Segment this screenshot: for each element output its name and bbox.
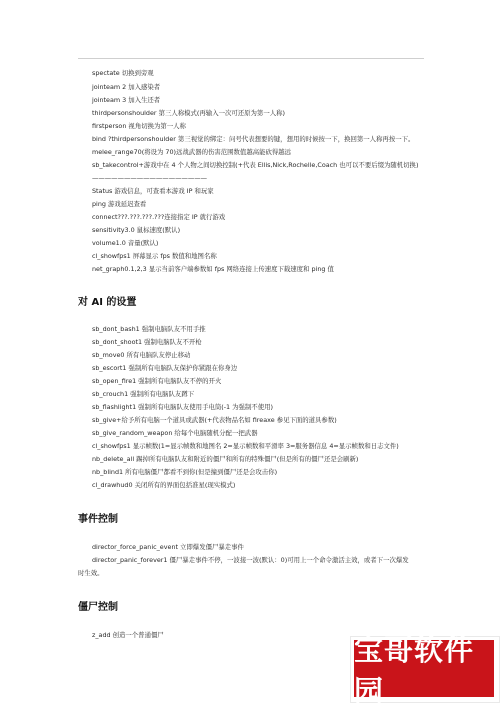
cmd-line: connect???.???.???.???连接指定 IP 就行游戏 (92, 213, 226, 221)
cmd-line: sb_move0 所有电脑队友停止移动 (92, 351, 191, 359)
cmd-line: sb_crouch1 强制所有电脑队友蹲下 (92, 390, 195, 398)
cmd-line-continued: 时生效。 (78, 569, 104, 577)
cmd-line: z_add 创造一个普通僵尸 (92, 631, 164, 639)
section-heading-event: 事件控制 (78, 514, 118, 525)
cmd-line: sb_dont_shoot1 强制电脑队友不开枪 (92, 338, 202, 346)
cmd-line: sb_give_random_weapon 给每个电脑随机分配一把武器 (92, 429, 258, 437)
cmd-line: sb_open_fire1 强制所有电脑队友不停的开火 (92, 377, 222, 385)
top-rule (78, 58, 424, 59)
cmd-line: jointeam 3 加入生还者 (92, 96, 161, 104)
cmd-line: cl_drawhud0 关闭所有的界面包括准星(现实模式) (92, 481, 236, 489)
cmd-line: volume1.0 音量(默认) (92, 239, 159, 247)
section-heading-zombie: 僵尸控制 (78, 602, 118, 613)
cmd-line: sb_flashlight1 强制所有电脑队友使用手电筒(-1 为强制不使用) (92, 403, 273, 411)
cmd-line: sb_takecontrol+游戏中在 4 个人物之间切换控制(+代表 Ellis,Nick,Rochelle,Coach 也可以不要后缀为随机切换) (92, 161, 419, 169)
cmd-line: director_force_panic_event 立即爆发僵尸暴走事件 (92, 543, 244, 551)
cmd-line: firstperson 视角切换为第一人称 (92, 122, 186, 130)
cmd-line: cl_showfps1 显示帧数(1=显示帧数和地图名 2=显示帧数和平滑率 3=服务器信息 4=显示帧数和日志文件) (92, 442, 399, 450)
cmd-line: ping 游戏延迟查看 (92, 200, 147, 208)
cmd-line: sb_give+给予所有电脑一个道具或武器(+代表物品名如 fireaxe 参见下面的道具参数) (92, 416, 337, 424)
cmd-line: jointeam 2 加入感染者 (92, 83, 161, 91)
watermark-logo: 宝哥软件园 (354, 640, 494, 697)
cmd-line: sb_escort1 强制所有电脑队友保护你紧跟在你身边 (92, 364, 238, 372)
cmd-line: nb_blind1 所有电脑僵尸都看不到你(但是撞到僵尸还是会攻击你) (92, 468, 278, 476)
cmd-line: Status 游戏信息，可查看本游戏 IP 和玩家 (92, 187, 214, 195)
cmd-line: thirdpersonshoulder 第三人称模式(再输入一次可还原为第一人称) (92, 109, 285, 117)
cmd-line: melee_range70(将设为 70)远战武器的伤害范围数值越高能砍得越远 (92, 148, 292, 156)
section-heading-ai: 对 AI 的设置 (78, 297, 137, 308)
cmd-line: director_panic_forever1 僵尸暴走事件不停，一波接一波(默认：0)可用上一个命令激活主效，或者下一次爆发 (92, 556, 409, 564)
cmd-line: sensitivity3.0 鼠标速度(默认) (92, 226, 181, 234)
separator-line: —————————————————— (92, 174, 208, 182)
cmd-line: bind ?thirdpersonshoulder 第三视觉的绑定：问号代表想要的键，想用的时候按一下，换回第一人称再按一下。 (92, 135, 415, 143)
cmd-line: cl_showfps1 屏幕显示 fps 数值和地图名称 (92, 252, 217, 260)
cmd-line: nb_delete_all 踢掉所有电脑队友和附近的僵尸和所有的特殊僵尸(但是所有的僵尸还是会刷新) (92, 455, 359, 463)
cmd-line: sb_dont_bash1 强制电脑队友不用手推 (92, 325, 206, 333)
cmd-line: spectate 切换到旁观 (92, 69, 154, 77)
cmd-line: net_graph0.1,2,3 显示当前客户端参数如 fps 网络连接上传速度下载速度和 ping 值 (92, 265, 334, 273)
